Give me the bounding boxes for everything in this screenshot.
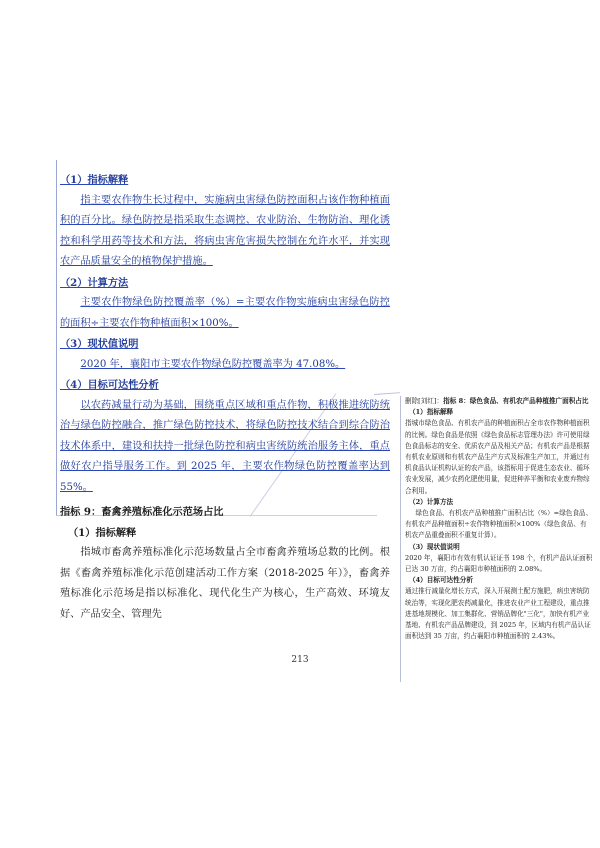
tracked-deleted-section[interactable]: [60, 170, 390, 498]
comment-heading-4: （4）目标可达性分析: [409, 576, 473, 585]
comment-text-4: 通过推行减量化增长方式，深入开展测土配方施肥，病虫害统防统治等，实现化肥农药减量化，推进农业产业工程建设，重点推进基地规模化、加工集群化、营销品牌化"三化"，加快有机产业基地、有机农产品品牌建设，到 2025 年，区域内有机产品认证面积达到 35 万亩，约占襄阳市种植面积的 2.43%。: [405, 587, 591, 641]
comment-text-2: 绿色食品、有机农产品种植推广面积占比（%）=绿色食品、有机农产品种植面积÷农作物种植面积×100%（绿色食品、有机农产品重叠面积不重复计算）。: [405, 509, 593, 540]
comment-text-1: 指城市绿色食品、有机农产品的种植面积占全市农作物种植面积的比例。绿色食品是依照《绿色食品标志管理办法》许可使用绿色食品标志的安全、优质农产品及相关产品；有机农产品是根据有机农业原则和有机农产品生产方式及标准生产加工，并通过有机食品认证机构认证的农产品，该指标用于促进生态农业、循环农业发展，减少农药化肥使用量，促进种养平衡和农业废弃物综合利用。: [405, 419, 590, 495]
comment-title: 删除[刘红]：指标 8：绿色食品、有机农产品种植推广面积占比: [405, 397, 589, 405]
comment-heading-1: （1）指标解释: [409, 408, 454, 417]
indicator9-explanation-text: 指城市畜禽养殖标准化示范场数量占全市畜禽养殖场总数的比例。根据《畜禽养殖标准化示范创建活动工作方案（2018-2025 年）》，畜禽养殖标准化示范场是指以标准化、现代化生产为核心，生产高效、环境友好、产品安全、管理先: [60, 547, 390, 620]
main-text-column: [60, 170, 390, 625]
target-feasibility-heading: （4）目标可达性分析: [60, 379, 159, 391]
calculation-method-text: 主要农作物绿色防控覆盖率（%）=主要农作物实施病虫害绿色防控的面积÷主要农作物种植面积×100%。: [60, 297, 390, 329]
indicator-explanation-heading: （1）指标解释: [60, 174, 129, 186]
current-value-text: 2020 年，襄阳市主要农作物绿色防控覆盖率为 47.08%。: [80, 358, 346, 370]
indicator9-explanation-heading: （1）指标解释: [68, 526, 137, 539]
comment-label: 删除[刘红]：: [405, 397, 444, 405]
comment-text-3: 2020 年，襄阳市有效有机认证证书 198 个，有机产品认证面积已达 30 万亩，约占襄阳市种植面积的 2.08%。: [405, 553, 593, 574]
deletion-comment-balloon[interactable]: [400, 396, 593, 682]
target-feasibility-text: 以农药减量行动为基础，围绕重点区域和重点作物，积极推进统防统治与绿色防控融合，推广绿色防控技术，将绿色防控技术结合到综合防治技术体系中，建设和扶持一批绿色防控和病虫害统防统治服务主体，重点做好农户指导服务工作。到 2025 年，主要农作物绿色防控覆盖率达到 55%。: [60, 399, 390, 493]
indicator9-title: 指标 9：畜禽养殖标准化示范场占比: [60, 506, 224, 518]
page-number: 213: [291, 655, 309, 665]
comment-heading-2: （2）计算方法: [409, 497, 454, 506]
current-value-heading: （3）现状值说明: [60, 338, 139, 350]
comment-heading-3: （3）现状值说明: [409, 542, 460, 551]
calculation-method-heading: （2）计算方法: [60, 276, 129, 289]
indicator-explanation-text: 指主要农作物生长过程中，实施病虫害绿色防控面积占该作物种植面积的百分比。绿色防控是指采取生态调控、农业防治、生物防治、理化诱控和科学用药等技术和方法，将病虫害危害损失控制在允许水平，并实现农产品质量安全的植物保护措施。: [60, 194, 390, 267]
